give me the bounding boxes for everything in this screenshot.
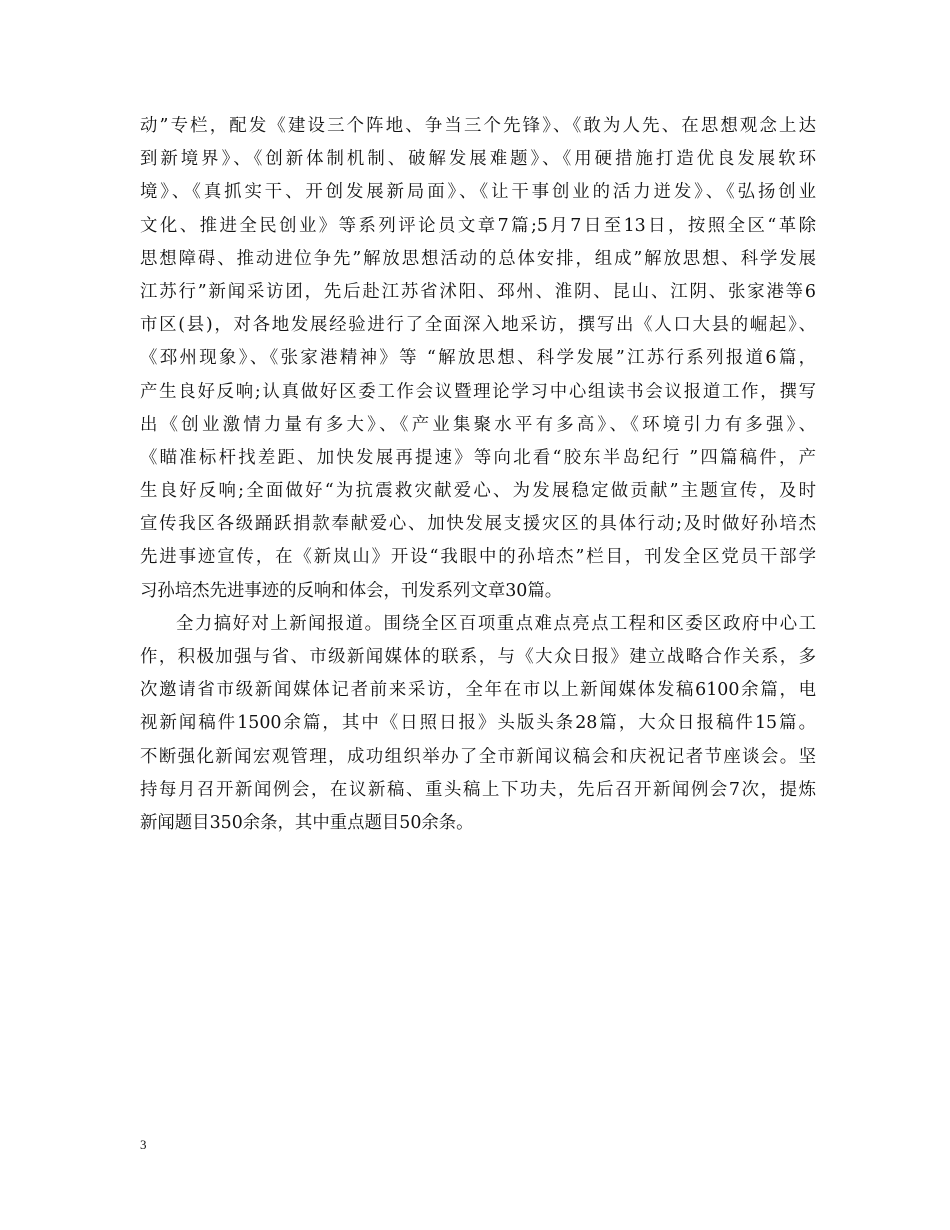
- text-line: 次邀请省市级新闻媒体记者前来采访，全年在市以上新闻媒体发稿6100余篇，电: [140, 680, 816, 701]
- paragraph-1: [140, 110, 816, 608]
- page-number: 3: [140, 1137, 147, 1152]
- text-line: 作，积极加强与省、市级新闻媒体的联系，与《大众日报》建立战略合作关系，多: [140, 647, 816, 667]
- paragraph-2: [140, 608, 816, 840]
- text-line: 出《创业激情力量有多大》、《产业集聚水平有多高》、《环境引力有多强》、: [140, 414, 816, 435]
- text-line: 生良好反响;全面做好“为抗震救灾献爱心、为发展稳定做贡献”主题宣传，及时: [140, 481, 816, 502]
- text-line: 《邳州现象》、《张家港精神》等 “解放思想、科学发展”江苏行系列报道6篇，: [140, 348, 816, 369]
- text-line: 宣传我区各级踊跃捐款奉献爱心、加快发展支援灾区的具体行动;及时做好孙培杰: [140, 514, 816, 535]
- text-line: 不断强化新闻宏观管理，成功组织举办了全市新闻议稿会和庆祝记者节座谈会。坚: [140, 746, 816, 767]
- document-body: [140, 110, 816, 840]
- text-line: 习孙培杰先进事迹的反响和体会，刊发系列文章30篇。: [140, 580, 563, 601]
- text-line: 江苏行”新闻采访团，先后赴江苏省沭阳、邳州、淮阴、昆山、江阴、张家港等6: [140, 281, 816, 302]
- text-line: 境》、《真抓实干、开创发展新局面》、《让干事创业的活力迸发》、《弘扬创业: [140, 182, 816, 203]
- text-line: 先进事迹宣传，在《新岚山》开设“我眼中的孙培杰”栏目，刊发全区党员干部学: [140, 547, 816, 568]
- text-line: 思想障碍、推动进位争先”解放思想活动的总体安排，组成”解放思想、科学发展: [140, 248, 816, 269]
- text-line: 新闻题目350余条，其中重点题目50余条。: [140, 812, 474, 833]
- text-line: 产生良好反响;认真做好区委工作会议暨理论学习中心组读书会议报道工作，撰写: [140, 381, 816, 402]
- text-line: 全力搞好对上新闻报道。围绕全区百项重点难点亮点工程和区委区政府中心工: [176, 613, 816, 634]
- text-line: 市区(县)，对各地发展经验进行了全面深入地采访，撰写出《人口大县的崛起》、: [140, 315, 816, 336]
- text-line: 持每月召开新闻例会，在议新稿、重头稿上下功夫，先后召开新闻例会7次，提炼: [140, 779, 816, 800]
- text-line: 动”专栏，配发《建设三个阵地、争当三个先锋》、《敢为人先、在思想观念上达: [140, 116, 816, 136]
- text-line: 视新闻稿件1500余篇，其中《日照日报》头版头条28篇，大众日报稿件15篇。: [140, 713, 816, 734]
- text-line: 文化、推进全民创业》等系列评论员文章7篇;5月7日至13日，按照全区“革除: [140, 215, 816, 236]
- text-line: 到新境界》、《创新体制机制、破解发展难题》、《用硬措施打造优良发展软环: [140, 149, 816, 170]
- text-line: 《瞄准标杆找差距、加快发展再提速》等向北看“胶东半岛纪行 ”四篇稿件，产: [140, 447, 816, 468]
